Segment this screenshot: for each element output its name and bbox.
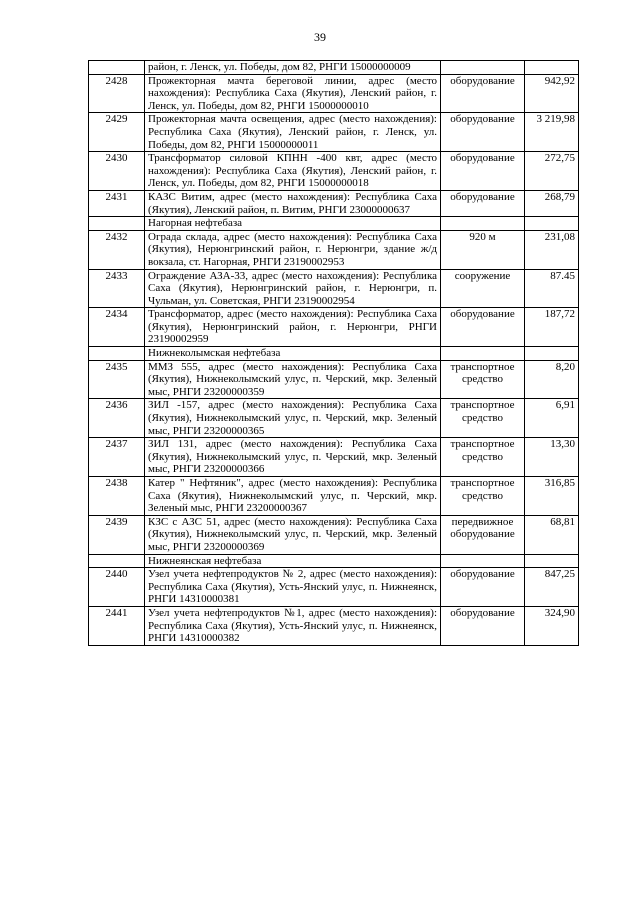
table-row xyxy=(89,269,579,308)
section-label: Нагорная нефтебаза xyxy=(145,217,441,231)
row-value: 316,85 xyxy=(525,477,579,516)
row-number: 2432 xyxy=(89,230,145,269)
row-type: транспортное средство xyxy=(441,477,525,516)
table-row xyxy=(89,113,579,152)
table-row xyxy=(89,606,579,645)
table-row xyxy=(89,477,579,516)
table-body xyxy=(89,61,579,646)
section-type-cell xyxy=(441,554,525,568)
row-value: 8,20 xyxy=(525,360,579,399)
table-row xyxy=(89,515,579,554)
row-description: Узел учета нефтепродуктов №1, адрес (место нахождения): Республика Саха (Якутия), Усть-Янский улус, п. Нижнеянск, РНГИ 14310000382 xyxy=(145,606,441,645)
row-description: Катер " Нефтяник", адрес (место нахождения): Республика Саха (Якутия), Нижнеколымский улус, п. Черский, мкр. Зеленый мыс, РНГИ 23200000367 xyxy=(145,477,441,516)
row-type: оборудование xyxy=(441,74,525,113)
page-number: 39 xyxy=(314,30,326,44)
row-description: Прожекторная мачта освещения, адрес (место нахождения): Республика Саха (Якутия), Ленский район, г. Ленск, ул. Победы, дом 82, РНГИ 15000000011 xyxy=(145,113,441,152)
row-description: Узел учета нефтепродуктов № 2, адрес (место нахождения): Республика Саха (Якутия), Усть-Янский улус, п. Нижнеянск, РНГИ 14310000381 xyxy=(145,568,441,607)
row-description: ЗИЛ 131, адрес (место нахождения): Республика Саха (Якутия), Нижнеколымский улус, п. Черский, мкр. Зеленый мыс, РНГИ 23200000366 xyxy=(145,438,441,477)
row-value: 87.45 xyxy=(525,269,579,308)
row-value: 6,91 xyxy=(525,399,579,438)
row-number: 2441 xyxy=(89,606,145,645)
row-type: транспортное средство xyxy=(441,399,525,438)
table-row xyxy=(89,61,579,75)
table-row xyxy=(89,190,579,216)
section-type-cell xyxy=(441,347,525,361)
row-type: транспортное средство xyxy=(441,360,525,399)
row-number: 2439 xyxy=(89,515,145,554)
row-type: оборудование xyxy=(441,568,525,607)
section-value-cell xyxy=(525,554,579,568)
row-value: 13,30 xyxy=(525,438,579,477)
row-value xyxy=(525,61,579,75)
row-value: 3 219,98 xyxy=(525,113,579,152)
row-value: 268,79 xyxy=(525,190,579,216)
table-row xyxy=(89,74,579,113)
table-row xyxy=(89,438,579,477)
row-value: 187,72 xyxy=(525,308,579,347)
row-number: 2429 xyxy=(89,113,145,152)
row-value: 847,25 xyxy=(525,568,579,607)
row-number: 2437 xyxy=(89,438,145,477)
row-type: оборудование xyxy=(441,190,525,216)
row-description: Ограждение АЗА-33, адрес (место нахождения): Республика Саха (Якутия), Нерюнгринский район, г. Нерюнгри, п. Чульман, ул. Советская, РНГИ 23190002954 xyxy=(145,269,441,308)
row-number: 2434 xyxy=(89,308,145,347)
section-row xyxy=(89,554,579,568)
row-value: 231,08 xyxy=(525,230,579,269)
section-num-cell xyxy=(89,347,145,361)
row-type: оборудование xyxy=(441,308,525,347)
row-number: 2430 xyxy=(89,152,145,191)
section-label: Нижнеянская нефтебаза xyxy=(145,554,441,568)
table-row xyxy=(89,399,579,438)
row-number xyxy=(89,61,145,75)
row-type: 920 м xyxy=(441,230,525,269)
row-description: ЗИЛ -157, адрес (место нахождения): Республика Саха (Якутия), Нижнеколымский улус, п. Черский, мкр. Зеленый мыс, РНГИ 23200000365 xyxy=(145,399,441,438)
row-value: 324,90 xyxy=(525,606,579,645)
section-row xyxy=(89,217,579,231)
section-num-cell xyxy=(89,554,145,568)
table-row xyxy=(89,308,579,347)
row-number: 2431 xyxy=(89,190,145,216)
property-table xyxy=(88,60,579,646)
row-number: 2433 xyxy=(89,269,145,308)
row-value: 272,75 xyxy=(525,152,579,191)
row-number: 2428 xyxy=(89,74,145,113)
row-type: транспортное средство xyxy=(441,438,525,477)
row-description: ММЗ 555, адрес (место нахождения): Республика Саха (Якутия), Нижнеколымский улус, п. Черский, мкр. Зеленый мыс, РНГИ 23200000359 xyxy=(145,360,441,399)
row-description: Прожекторная мачта береговой линии, адрес (место нахождения): Республика Саха (Якутия), Ленский район, г. Ленск, ул. Победы, дом 82, РНГИ 15000000010 xyxy=(145,74,441,113)
table-row xyxy=(89,230,579,269)
row-value: 942,92 xyxy=(525,74,579,113)
table-row xyxy=(89,360,579,399)
row-type: сооружение xyxy=(441,269,525,308)
section-label: Нижнеколымская нефтебаза xyxy=(145,347,441,361)
table-row xyxy=(89,568,579,607)
section-num-cell xyxy=(89,217,145,231)
row-number: 2435 xyxy=(89,360,145,399)
section-value-cell xyxy=(525,347,579,361)
row-number: 2436 xyxy=(89,399,145,438)
row-number: 2438 xyxy=(89,477,145,516)
section-value-cell xyxy=(525,217,579,231)
row-description: Трансформатор силовой КПНН -400 квт, адрес (место нахождения): Республика Саха (Якутия), Ленский район, г. Ленск, ул. Победы, дом 82, РНГИ 15000000018 xyxy=(145,152,441,191)
row-description: Ограда склада, адрес (место нахождения): Республика Саха (Якутия), Нерюнгринский район, г. Нерюнгри, здание ж/д вокзала, ст. Нагорная, РНГИ 23190002953 xyxy=(145,230,441,269)
row-description: район, г. Ленск, ул. Победы, дом 82, РНГИ 15000000009 xyxy=(145,61,441,75)
section-type-cell xyxy=(441,217,525,231)
row-description: КАЗС Витим, адрес (место нахождения): Республика Саха (Якутия), Ленский район, п. Витим, РНГИ 23000000637 xyxy=(145,190,441,216)
row-type: передвижное оборудование xyxy=(441,515,525,554)
row-type: оборудование xyxy=(441,113,525,152)
row-type: оборудование xyxy=(441,152,525,191)
row-description: КЗС с АЗС 51, адрес (место нахождения): Республика Саха (Якутия), Нижнеколымский улус, п. Черский, мкр. Зеленый мыс, РНГИ 23200000369 xyxy=(145,515,441,554)
row-number: 2440 xyxy=(89,568,145,607)
section-row xyxy=(89,347,579,361)
row-description: Трансформатор, адрес (место нахождения): Республика Саха (Якутия), Нерюнгринский район, г. Нерюнгри, РНГИ 23190002959 xyxy=(145,308,441,347)
table-row xyxy=(89,152,579,191)
row-value: 68,81 xyxy=(525,515,579,554)
row-type xyxy=(441,61,525,75)
row-type: оборудование xyxy=(441,606,525,645)
